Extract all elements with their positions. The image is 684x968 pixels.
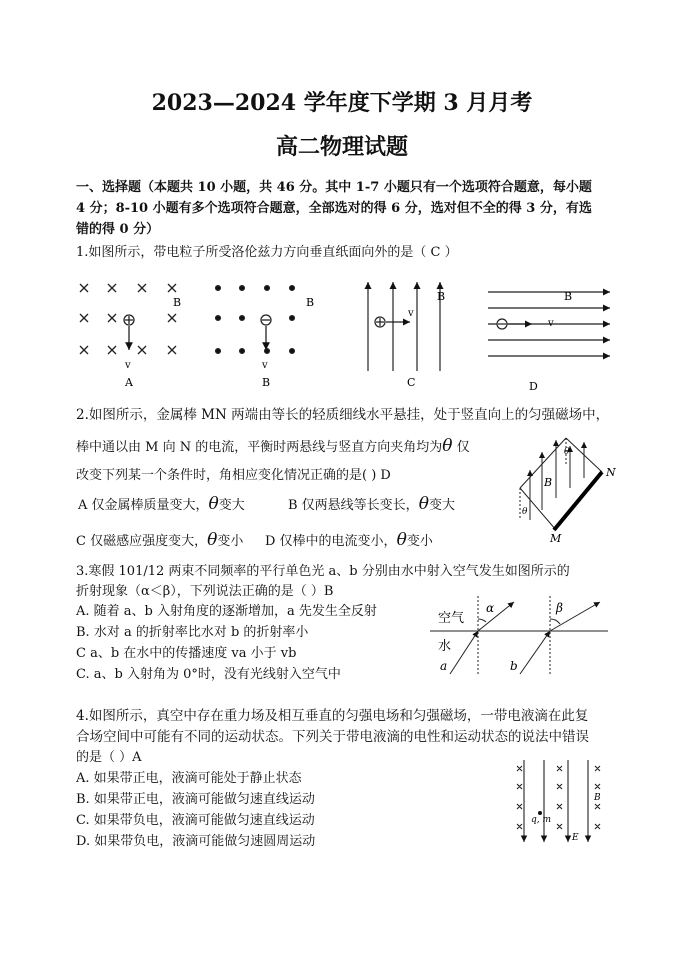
q1-stem: 1.如图所示，带电粒子所受洛伦兹力方向垂直纸面向外的是（ C ） [76,245,458,260]
q1-d-velocity-label: v [548,318,554,329]
q2-stem-line1: 2.如图所示，金属棒 MN 两端由等长的轻质细线水平悬挂，处于竖直向上的匀强磁场中， [76,407,610,423]
q1-c-velocity-label: v [408,308,414,319]
q4-option-b: B. 如果带正电，液滴可能做匀速直线运动 [76,792,315,807]
q1-b-velocity-label: v [262,360,268,371]
q2-fig-b: B [544,476,553,489]
q4-stem-line2: 合场空间中可能有不同的运动状态。下列关于带电液滴的电性和运动状态的说法中错误 [76,729,589,745]
q1-panel-b [216,286,295,354]
q2-stem-line2: 棒中通以由 M 向 N 的电流，平衡时两悬线与竖直方向夹角均为θ 仅 [76,436,470,456]
q1-label-d: D [529,380,538,393]
q2-stem-line3: 改变下列某一个条件时，角相应变化情况正确的是( ) D [76,468,391,483]
q3-stem-line2: 折射现象（α＜β），下列说法正确的是（ ）B [76,584,334,599]
q1-figure [70,276,573,396]
section-header-line3: 错的得 0 分） [76,222,160,237]
q4-stem-line3: 的是（ ）A [76,750,142,765]
q4-fig-qm: q, m [531,815,552,825]
q1-panel-a [80,284,176,354]
q1-d-field-label: B [564,290,573,303]
q3-fig-a: a [440,659,448,673]
q1-label-a: A [125,376,133,389]
q3-fig-b: b [510,659,518,673]
q3-fig-beta: β [556,601,563,615]
q1-panel-c [368,282,440,371]
q3-fig-water: 水 [438,639,452,654]
q1-b-field-label: B [306,296,315,309]
q1-a-velocity-label: v [125,360,131,371]
q2-option-c: C 仅磁感应强度变大，θ变小 [76,530,244,550]
section-header-line2: 4 分；8-10 小题有多个选项符合题意，全部选对的得 6 分，选对但不全的得 3 分，有选 [76,201,592,216]
q2-option-a: A 仅金属棒质量变大，θ变大 [78,494,245,514]
q4-figure [510,758,610,848]
q4-option-c: C. 如果带负电，液滴可能做匀速直线运动 [76,813,315,828]
q1-c-field-label: B [437,290,446,303]
q3-stem-line1: 3.寒假 101/12 两束不同频率的平行单色光 a、b 分别由水中射入空气发生如图所示的 [76,564,570,579]
q3-figure [430,594,610,684]
q4-fig-e: E [572,833,579,843]
q4-option-a: A. 如果带正电，液滴可能处于静止状态 [76,771,302,786]
q3-option-c: C a、b 在水中的传播速度 va 小于 vb [76,646,297,661]
q2-figure [510,430,620,545]
q3-fig-air: 空气 [438,611,465,626]
q2-fig-theta-bottom: θ [522,507,528,517]
q1-label-c: C [407,376,416,389]
q3-option-a: A. 随着 a、b 入射角度的逐渐增加，a 先发生全反射 [76,604,377,619]
q4-option-d: D. 如果带负电，液滴可能做匀速圆周运动 [76,834,316,849]
q4-fig-b: B [594,793,601,803]
q3-option-b: B. 水对 a 的折射率比水对 b 的折射率小 [76,625,309,640]
q2-fig-n: N [606,466,616,479]
q1-label-b: B [262,376,271,389]
exam-subtitle: 高二物理试题 [275,134,408,160]
section-header-line1: 一、选择题（本题共 10 小题，共 46 分。其中 1-7 小题只有一个选项符合题意，每小题 [76,180,592,195]
q2-option-d: D 仅棒中的电流变小，θ变小 [265,530,433,550]
q1-a-field-label: B [173,296,182,309]
exam-title: 2023—2024 学年度下学期 3 月月考 [151,90,533,116]
q2-option-b: B 仅两悬线等长变长，θ变大 [288,494,455,514]
q2-fig-m: M [550,532,562,545]
q3-option-d: C. a、b 入射角为 0°时，没有光线射入空气中 [76,667,341,682]
q4-stem-line1: 4.如图所示，真空中存在重力场及相互垂直的匀强电场和匀强磁场，一带电液滴在此复 [76,708,589,724]
q2-fig-theta-top: θ [564,447,570,457]
q3-fig-alpha: α [486,601,495,615]
